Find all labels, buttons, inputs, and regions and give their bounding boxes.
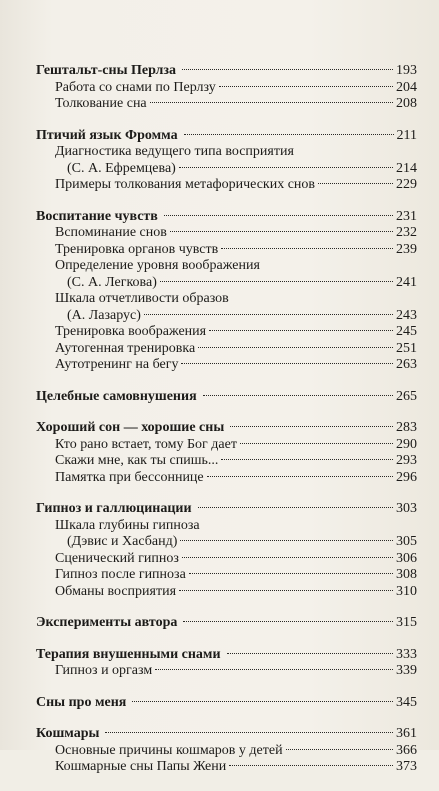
entry-row[interactable] [36,518,417,535]
entry-page-number: 305 [396,534,417,549]
entry-title: Обманы восприятия [55,583,177,599]
entry-row[interactable] [36,80,417,97]
dot-leader [150,102,393,103]
entry-title: Работа со снами по Перлзу [55,79,216,95]
entry-title: Гипноз после гипноза [55,567,186,582]
entry-page-number: 293 [396,453,417,468]
section-title: Воспитание чувств [36,208,158,224]
section-title: Сны про меня [36,694,127,710]
dot-leader [286,749,393,750]
entry-title: Аутогенная тренировка [55,340,196,356]
entry-page-number: 306 [396,550,417,566]
dot-leader [181,363,393,364]
entry-row[interactable] [36,743,417,760]
entry-page-number: 208 [396,96,417,111]
dot-leader [179,167,393,168]
entry-page-number: 239 [396,241,417,257]
entry-continuation[interactable] [36,534,417,551]
dot-leader [230,426,393,427]
section-page-number: 283 [396,420,417,435]
toc-section [36,420,417,486]
dot-leader [240,443,393,444]
section-page-number: 265 [396,388,417,404]
entry-page-number: 310 [396,583,417,599]
section-heading[interactable] [36,63,417,80]
entry-title: Тренировка органов чувств [55,241,219,257]
dot-leader [164,215,393,216]
entry-title: (С. А. Ефремцева) [67,160,176,176]
entry-row[interactable] [36,567,417,584]
entry-title: (Дэвис и Хасбанд) [67,534,178,549]
section-page-number: 231 [396,208,417,224]
entry-row[interactable] [36,453,417,470]
entry-page-number: 263 [396,357,417,372]
section-heading[interactable] [36,389,417,406]
section-page-number: 211 [396,127,417,143]
entry-title: Определение уровня воображения [55,258,260,273]
entry-title: Тренировка воображения [55,324,207,339]
dot-leader [219,86,393,87]
dot-leader [184,134,394,135]
entry-page-number: 308 [396,567,417,582]
section-title: Хороший сон — хорошие сны [36,420,225,435]
entry-title: Примеры толкования метафорических снов [55,177,316,192]
dot-leader [155,669,393,670]
dot-leader [183,621,393,622]
entry-title: (С. А. Легкова) [67,274,157,290]
section-title: Птичий язык Фромма [36,127,178,143]
section-title: Кошмары [36,726,100,741]
dot-leader [198,347,393,348]
entry-row[interactable] [36,663,417,680]
entry-page-number: 296 [396,469,417,485]
dot-leader [170,231,393,232]
entry-page-number: 373 [396,759,417,774]
section-page-number: 361 [396,726,417,741]
dot-leader [182,69,393,70]
entry-row[interactable] [36,470,417,487]
entry-page-number: 339 [396,663,417,678]
toc-section [36,501,417,600]
entry-continuation[interactable] [36,275,417,292]
entry-page-number: 251 [396,340,417,356]
entry-title: Основные причины кошмаров у детей [55,742,283,758]
entry-row[interactable] [36,437,417,454]
section-page-number: 315 [396,615,417,630]
section-page-number: 333 [396,646,417,662]
entry-row[interactable] [36,551,417,568]
entry-title: Вспоминание снов [55,225,167,240]
section-page-number: 303 [396,501,417,516]
dot-leader [180,540,393,541]
entry-page-number: 366 [396,742,417,758]
section-heading[interactable] [36,726,417,743]
entry-row[interactable] [36,357,417,374]
dot-leader [203,395,393,396]
dot-leader [221,248,393,249]
section-heading[interactable] [36,695,417,712]
entry-page-number: 214 [396,160,417,176]
entry-row[interactable] [36,584,417,601]
toc-section [36,695,417,712]
entry-title: Шкала отчетливости образов [55,291,229,306]
entry-continuation[interactable] [36,161,417,178]
section-page-number: 193 [396,63,417,78]
section-heading[interactable] [36,647,417,664]
entry-title: Сценический гипноз [55,550,179,566]
section-title: Гипноз и галлюцинации [36,501,192,516]
toc-section [36,726,417,776]
entry-title: Диагностика ведущего типа восприятия [55,144,294,159]
toc-section [36,389,417,406]
entry-row[interactable] [36,144,417,161]
dot-leader [182,557,393,558]
entry-row[interactable] [36,291,417,308]
entry-row[interactable] [36,177,417,194]
toc-section [36,63,417,113]
entry-page-number: 243 [396,307,417,323]
entry-page-number: 245 [396,324,417,339]
entry-title: Толкование сна [55,96,147,111]
entry-row[interactable] [36,242,417,259]
entry-title: (А. Лазарус) [67,307,141,323]
section-title: Целебные самовнушения [36,388,197,404]
dot-leader [179,590,393,591]
entry-row[interactable] [36,759,417,776]
entry-page-number: 232 [396,225,417,240]
dot-leader [189,573,393,574]
table-of-contents [36,63,417,791]
entry-title: Аутотренинг на бегу [55,357,179,372]
dot-leader [105,732,393,733]
entry-title: Скажи мне, как ты спишь... [55,453,219,468]
dot-leader [229,765,393,766]
entry-continuation[interactable] [36,308,417,325]
dot-leader [221,459,393,460]
section-heading[interactable] [36,209,417,226]
dot-leader [144,314,393,315]
toc-section [36,647,417,680]
dot-leader [227,653,393,654]
entry-row[interactable] [36,258,417,275]
toc-section [36,128,417,194]
entry-title: Кошмарные сны Папы Жени [55,759,227,774]
entry-title: Кто рано встает, тому Бог дает [55,436,237,452]
entry-title: Гипноз и оргазм [55,663,153,678]
entry-row[interactable] [36,96,417,113]
dot-leader [132,701,393,702]
dot-leader [160,281,393,282]
dot-leader [198,507,393,508]
dot-leader [209,330,393,331]
entry-page-number: 204 [396,79,417,95]
entry-row[interactable] [36,341,417,358]
section-heading[interactable] [36,420,417,437]
entry-title: Памятка при бессоннице [55,469,204,485]
entry-page-number: 290 [396,436,417,452]
section-title: Эксперименты автора [36,615,178,630]
entry-row[interactable] [36,324,417,341]
dot-leader [207,476,393,477]
section-page-number: 345 [396,694,417,710]
section-title: Гештальт-сны Перлза [36,63,177,78]
toc-section [36,615,417,632]
entry-page-number: 241 [396,274,417,290]
toc-section [36,209,417,374]
section-heading[interactable] [36,615,417,632]
section-title: Терапия внушенными снами [36,646,221,662]
section-heading[interactable] [36,128,417,145]
dot-leader [318,183,393,184]
entry-row[interactable] [36,225,417,242]
entry-title: Шкала глубины гипноза [55,517,200,533]
entry-page-number: 229 [396,177,417,192]
section-heading[interactable] [36,501,417,518]
